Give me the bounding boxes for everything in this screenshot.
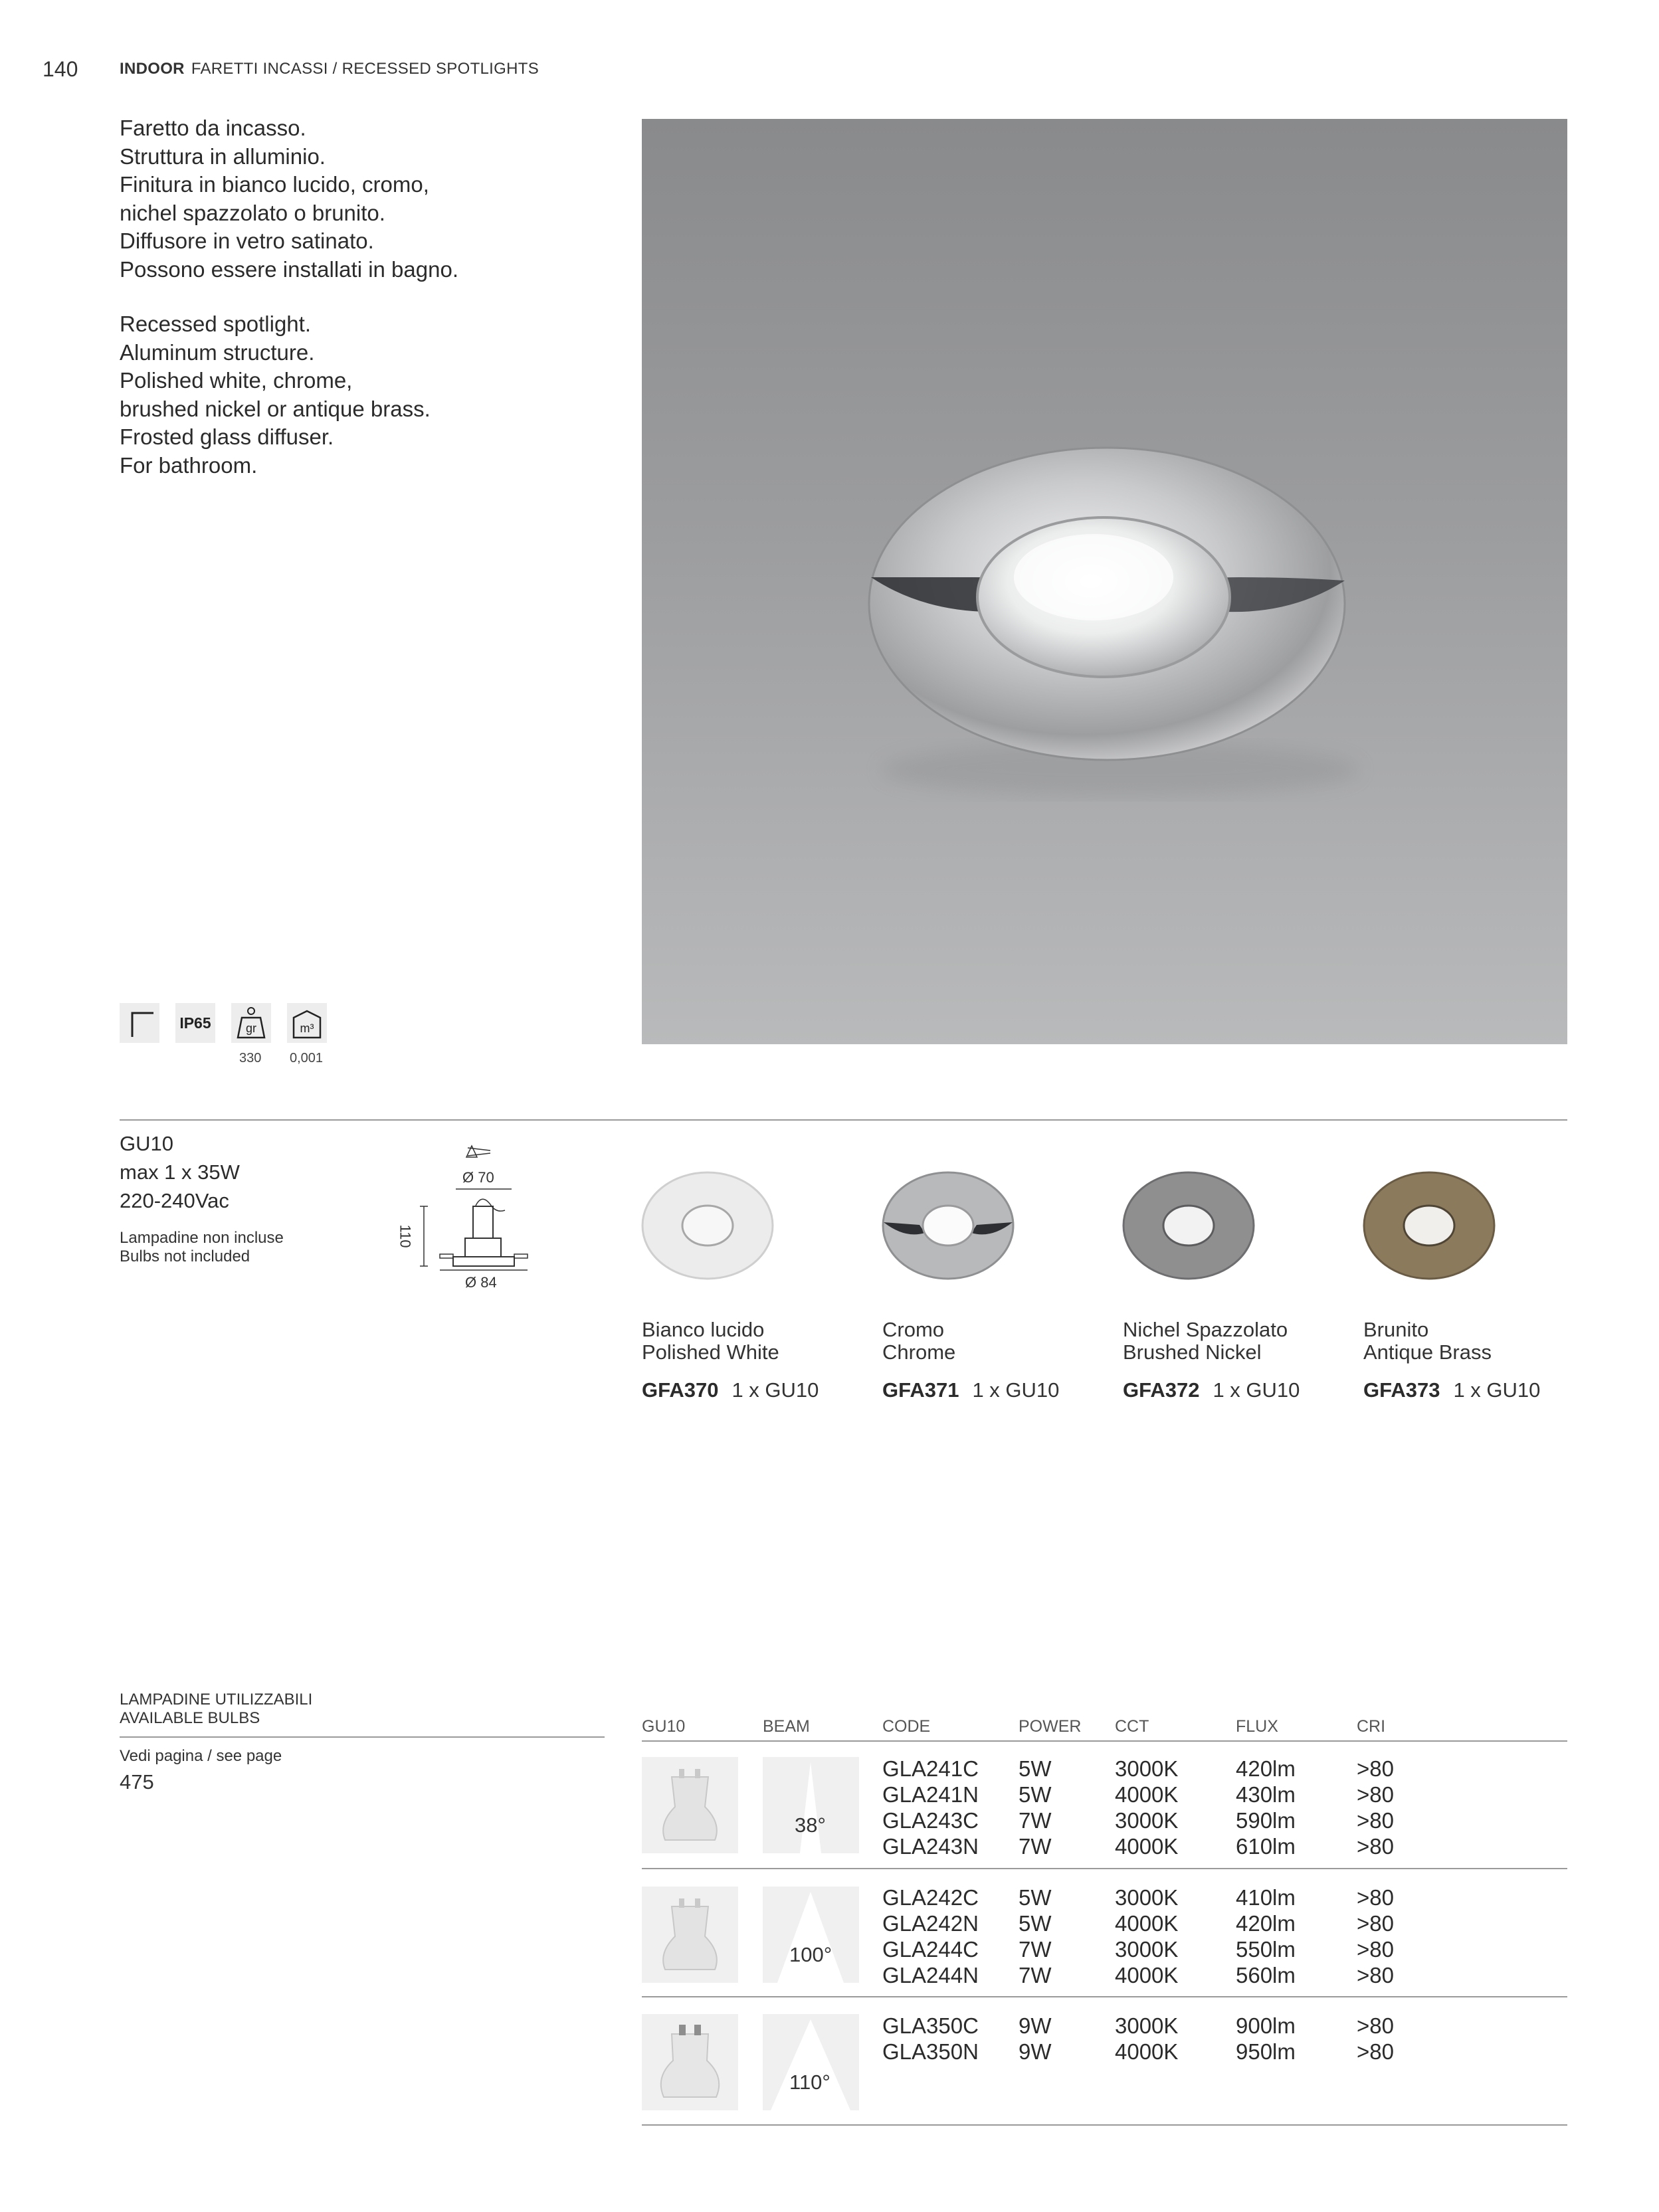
weight-value: 330 — [239, 1051, 262, 1065]
bulb-power: 7W — [1019, 1963, 1052, 1987]
product-code-id: GFA370 — [642, 1378, 719, 1402]
finish-name-english: Brushed Nickel — [1123, 1340, 1262, 1364]
table-bottom-divider — [642, 2124, 1567, 2126]
bulb-code: GLA242N — [882, 1911, 979, 1936]
bulb-cri: >80 — [1357, 1834, 1394, 1859]
bulb-code: GLA243C — [882, 1808, 979, 1833]
bulb-code: GLA243N — [882, 1834, 979, 1859]
product-code — [1123, 1378, 1300, 1402]
description-line: Aluminum structure. — [120, 339, 315, 365]
bulb-power: 5W — [1019, 1756, 1052, 1781]
finish-name — [882, 1319, 955, 1364]
bulb-cri: >80 — [1357, 1808, 1394, 1833]
table-cell-code — [882, 2013, 979, 2065]
bulb-cct: 4000K — [1115, 1963, 1179, 1987]
gu10-bulb-icon — [642, 1887, 738, 1983]
column-header-beam: BEAM — [763, 1717, 810, 1736]
spotlight-thumbnail — [1119, 1169, 1278, 1289]
bulb-cri: >80 — [1357, 1756, 1394, 1781]
bulb-flux: 420lm — [1236, 1756, 1296, 1781]
beam-angle: 38° — [795, 1813, 826, 1837]
bulbs-note-english: Bulbs not included — [120, 1247, 250, 1265]
ceiling-mount-icon — [120, 1003, 159, 1043]
product-code-id: GFA373 — [1363, 1378, 1440, 1402]
volume-icon — [287, 1003, 327, 1043]
bulb-power: 5W — [1019, 1885, 1052, 1910]
beam-angle: 100° — [789, 1943, 832, 1966]
bulb-cct: 4000K — [1115, 1911, 1179, 1936]
bulb-power: 9W — [1019, 2039, 1052, 2064]
product-code-id: GFA372 — [1123, 1378, 1200, 1402]
column-header-flux: FLUX — [1236, 1717, 1278, 1736]
hole-diameter: Ø 70 — [462, 1169, 494, 1186]
finish-name-italian: Bianco lucido — [642, 1318, 765, 1341]
beam-cone-icon — [763, 1887, 859, 1983]
bulb-image — [642, 1887, 738, 1983]
description-line: Struttura in alluminio. — [120, 143, 326, 169]
table-cell-flux — [1236, 1885, 1296, 1988]
bulbs-title-english: AVAILABLE BULBS — [120, 1709, 260, 1727]
bulb-image — [642, 1757, 738, 1853]
bulb-cct: 3000K — [1115, 1808, 1179, 1833]
bulb-flux: 590lm — [1236, 1808, 1296, 1833]
description-line: Polished white, chrome, — [120, 368, 353, 393]
description-line: Diffusore in vetro satinato. — [120, 229, 374, 253]
section-heading — [120, 60, 539, 78]
see-page-number: 475 — [120, 1770, 154, 1794]
table-cell-flux — [1236, 2013, 1296, 2065]
gu10-bulb-icon — [642, 1757, 738, 1853]
finish-name — [1123, 1319, 1288, 1364]
bulb-flux: 950lm — [1236, 2039, 1296, 2064]
section-divider — [120, 1119, 1567, 1121]
bulb-code: GLA244C — [882, 1937, 979, 1962]
table-cell-cct — [1115, 1885, 1178, 1988]
table-cell-cct — [1115, 1756, 1178, 1859]
column-header-gu10: GU10 — [642, 1717, 686, 1736]
volume-unit: m³ — [300, 1021, 314, 1035]
bulb-cct: 4000K — [1115, 2039, 1179, 2064]
description-italian — [120, 114, 458, 284]
finish-name-english: Chrome — [882, 1340, 956, 1364]
description-line: Recessed spotlight. — [120, 312, 311, 336]
bulb-power: 5W — [1019, 1782, 1052, 1807]
volume-value: 0,001 — [290, 1051, 324, 1065]
bulbs-note — [120, 1229, 284, 1266]
section-title: INDOOR — [120, 60, 185, 78]
beam-angle-image — [763, 1887, 859, 1983]
product-code-id: GFA371 — [882, 1378, 959, 1402]
ip-rating-icon — [175, 1003, 215, 1043]
table-cell-cri — [1357, 2013, 1394, 2065]
bulb-code: GLA242C — [882, 1885, 979, 1910]
description-line: Finitura in bianco lucido, cromo, — [120, 172, 429, 197]
finish-name-english: Antique Brass — [1363, 1340, 1492, 1364]
lamp-config: 1 x GU10 — [972, 1378, 1060, 1402]
finish-image-chrome — [878, 1169, 1038, 1289]
gu10-bulb-icon — [642, 2014, 738, 2110]
table-cell-flux — [1236, 1756, 1296, 1859]
lamp-config: 1 x GU10 — [1453, 1378, 1541, 1402]
bulb-flux: 430lm — [1236, 1782, 1296, 1807]
technical-specs — [120, 1129, 240, 1215]
weight-unit: gr — [245, 1021, 256, 1035]
section-subtitle: FARETTI INCASSI / RECESSED SPOTLIGHTS — [191, 60, 539, 78]
bulb-cct: 4000K — [1115, 1782, 1179, 1807]
table-cell-power — [1019, 2013, 1052, 2065]
beam-cone-icon — [763, 1757, 859, 1853]
bulb-power: 7W — [1019, 1937, 1052, 1962]
finish-image-brass — [1359, 1169, 1519, 1289]
product-code — [882, 1378, 1059, 1402]
column-header-cct: CCT — [1115, 1717, 1149, 1736]
description-line: Possono essere installati in bagno. — [120, 256, 458, 282]
finish-name-english: Polished White — [642, 1340, 779, 1364]
bulb-flux: 560lm — [1236, 1963, 1296, 1987]
table-header-divider — [642, 1740, 1567, 1742]
description-line: Frosted glass diffuser. — [120, 424, 334, 449]
max-power: max 1 x 35W — [120, 1160, 240, 1184]
lamp-config: 1 x GU10 — [732, 1378, 819, 1402]
description-line: For bathroom. — [120, 452, 258, 478]
spotlight-thumbnail — [638, 1169, 797, 1289]
page-number: 140 — [43, 57, 78, 81]
weight-icon — [231, 1003, 271, 1043]
beam-angle: 110° — [789, 2071, 830, 2094]
table-cell-power — [1019, 1756, 1052, 1859]
finish-name-italian: Cromo — [882, 1318, 945, 1341]
bulb-flux: 410lm — [1236, 1885, 1296, 1910]
column-header-code: CODE — [882, 1717, 931, 1736]
bulb-cri: >80 — [1357, 1782, 1394, 1807]
beam-angle-image — [763, 2014, 859, 2110]
spotlight-thumbnail — [878, 1169, 1038, 1289]
bulb-flux: 900lm — [1236, 2013, 1296, 2038]
table-cell-cri — [1357, 1756, 1394, 1859]
finish-name — [1363, 1319, 1492, 1364]
bulbs-note-italian: Lampadine non incluse — [120, 1229, 284, 1247]
column-header-cri: CRI — [1357, 1717, 1386, 1736]
bulb-cri: >80 — [1357, 1963, 1394, 1987]
bulb-cct: 3000K — [1115, 2013, 1179, 2038]
bulb-cct: 3000K — [1115, 1756, 1179, 1781]
outer-diameter: Ø 84 — [465, 1274, 497, 1291]
bulb-cct: 3000K — [1115, 1885, 1179, 1910]
bulb-power: 5W — [1019, 1911, 1052, 1936]
table-cell-cri — [1357, 1885, 1394, 1988]
bulb-cri: >80 — [1357, 1911, 1394, 1936]
bulb-cri: >80 — [1357, 2013, 1394, 2038]
bulb-code: GLA244N — [882, 1963, 979, 1987]
socket-type: GU10 — [120, 1132, 173, 1155]
bulb-power: 9W — [1019, 2013, 1052, 2038]
table-cell-code — [882, 1756, 979, 1859]
see-page-label: Vedi pagina / see page — [120, 1747, 282, 1765]
table-cell-code — [882, 1885, 979, 1988]
beam-angle-image — [763, 1757, 859, 1853]
product-code — [1363, 1378, 1540, 1402]
table-cell-power — [1019, 1885, 1052, 1988]
beam-cone-icon — [763, 2014, 859, 2110]
finish-image-nickel — [1119, 1169, 1278, 1289]
bulbs-left-divider — [120, 1736, 605, 1738]
table-row-divider — [642, 1996, 1567, 1997]
bulb-flux: 420lm — [1236, 1911, 1296, 1936]
description-english — [120, 310, 431, 480]
column-header-power: POWER — [1019, 1717, 1082, 1736]
bulb-flux: 610lm — [1236, 1834, 1296, 1859]
description-line: brushed nickel or antique brass. — [120, 396, 431, 421]
bulb-code: GLA350N — [882, 2039, 979, 2064]
product-code — [642, 1378, 819, 1402]
bulb-cri: >80 — [1357, 1885, 1394, 1910]
product-photo — [642, 119, 1567, 1044]
bulb-image — [642, 2014, 738, 2110]
bulbs-title-italian: LAMPADINE UTILIZZABILI — [120, 1691, 313, 1708]
bulb-cct: 3000K — [1115, 1937, 1179, 1962]
bulb-cri: >80 — [1357, 2039, 1394, 2064]
ip-rating: IP65 — [179, 1014, 211, 1032]
bulb-code: GLA241C — [882, 1756, 979, 1781]
bulb-code: GLA241N — [882, 1782, 979, 1807]
technical-drawing — [399, 1143, 558, 1302]
bulbs-section-title — [120, 1691, 312, 1728]
finish-name-italian: Nichel Spazzolato — [1123, 1318, 1288, 1341]
spotlight-illustration — [642, 119, 1567, 1044]
bulb-power: 7W — [1019, 1834, 1052, 1859]
finish-name — [642, 1319, 779, 1364]
description-line: nichel spazzolato o brunito. — [120, 200, 385, 225]
spotlight-thumbnail — [1359, 1169, 1519, 1289]
lamp-config: 1 x GU10 — [1213, 1378, 1300, 1402]
bulb-flux: 550lm — [1236, 1937, 1296, 1962]
bulb-power: 7W — [1019, 1808, 1052, 1833]
finish-name-italian: Brunito — [1363, 1318, 1429, 1341]
table-cell-cct — [1115, 2013, 1178, 2065]
bulb-code: GLA350C — [882, 2013, 979, 2038]
description-line: Faretto da incasso. — [120, 116, 306, 140]
bulb-cct: 4000K — [1115, 1834, 1179, 1859]
table-row-divider — [642, 1868, 1567, 1869]
height-dimension: 110 — [397, 1224, 414, 1248]
voltage: 220-240Vac — [120, 1189, 229, 1212]
bulb-cri: >80 — [1357, 1937, 1394, 1962]
finish-image-white — [638, 1169, 797, 1289]
